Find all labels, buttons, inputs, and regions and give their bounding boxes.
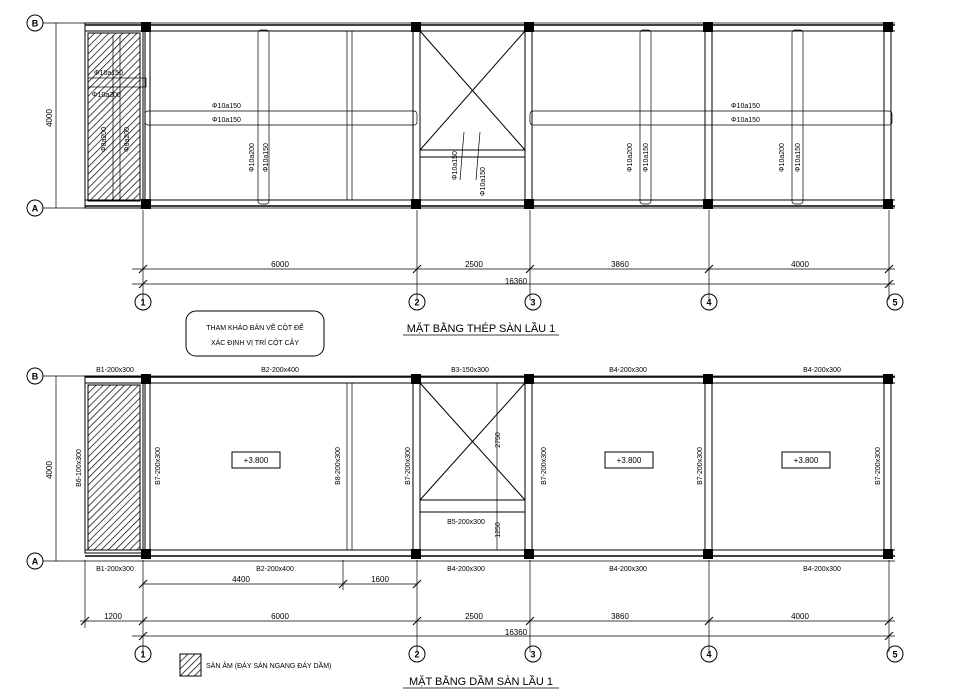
grid-bubble-A-top [27, 200, 43, 216]
grid-bubble-5 [887, 646, 903, 662]
svg-text:1: 1 [140, 297, 146, 308]
column [524, 374, 534, 384]
note-text: XÁC ĐỊNH VỊ TRÍ CỘT CÂY [210, 340, 300, 347]
grid-label: A [31, 203, 39, 214]
column [703, 549, 713, 559]
rebar-label: Φ10a200 [627, 143, 634, 172]
beam-label: B7-200x300 [875, 447, 882, 485]
level-marker [232, 452, 280, 468]
column [703, 374, 713, 384]
column [883, 22, 893, 32]
beam-label: B2-200x400 [261, 367, 299, 374]
dimension: 3860 [611, 260, 629, 269]
grid-bubble-3 [525, 646, 541, 662]
svg-text:+3.800: +3.800 [793, 456, 819, 465]
beam-label: B1-200x300 [96, 367, 134, 374]
rebar-label: Φ10a150 [480, 167, 487, 196]
column [141, 374, 151, 384]
column [411, 22, 421, 32]
rebar-label: Φ10a150 [795, 143, 802, 172]
svg-text:4: 4 [706, 297, 712, 308]
svg-text:5: 5 [892, 297, 898, 308]
dimension: 4400 [232, 575, 250, 584]
beam-label: B7-200x300 [541, 447, 548, 485]
dimension: 4000 [791, 612, 809, 621]
beam-label: B5-200x300 [447, 519, 485, 526]
plan-beam-layout [27, 367, 903, 688]
rebar-label: Φ10a150 [94, 70, 123, 77]
rebar-label: Φ10a150 [731, 103, 760, 110]
dimension: 2500 [465, 260, 483, 269]
dimension: 3860 [611, 612, 629, 621]
grid-bubble-3 [525, 294, 541, 310]
legend-swatch [180, 654, 201, 676]
column [883, 549, 893, 559]
rebar-label: Φ10a150 [643, 143, 650, 172]
grid-bubble-B-bottom [27, 368, 43, 384]
column [411, 549, 421, 559]
rebar-label: Φ8a200 [101, 126, 108, 152]
rebar-label: Φ10a150 [212, 117, 241, 124]
rebar-label: Φ10a200 [249, 143, 256, 172]
grid-bubble-A-bottom [27, 553, 43, 569]
beam-label: B4-200x300 [447, 566, 485, 573]
beam-label: B7-200x300 [697, 447, 704, 485]
column [524, 549, 534, 559]
plan-slab-rebar [27, 15, 903, 356]
svg-text:+3.800: +3.800 [243, 456, 269, 465]
rebar-label: Φ10a150 [263, 143, 270, 172]
dimension: 4000 [791, 260, 809, 269]
beam-label: B1-200x300 [96, 566, 134, 573]
rebar-label: Φ10a150 [731, 117, 760, 124]
beam-label: B8-200x300 [335, 447, 342, 485]
column [524, 199, 534, 209]
dimension: 6000 [271, 260, 289, 269]
dimension: 2750 [495, 432, 502, 448]
column [883, 374, 893, 384]
dimension: 6000 [271, 612, 289, 621]
beam-label: B4-200x300 [803, 367, 841, 374]
column [703, 22, 713, 32]
rebar-label: Φ10a150 [212, 103, 241, 110]
plan-title: MẶT BẰNG DẦM SÀN LẦU 1 [408, 676, 554, 688]
rebar-label: Φ10a200 [779, 143, 786, 172]
svg-text:2: 2 [414, 297, 420, 308]
svg-text:1: 1 [140, 649, 146, 660]
svg-text:3: 3 [530, 297, 536, 308]
rebar-label: Φ10a150 [452, 151, 459, 180]
dimension-total: 16360 [504, 628, 528, 637]
svg-text:2: 2 [414, 649, 420, 660]
level-marker [782, 452, 830, 468]
svg-text:A: A [31, 556, 39, 567]
rebar-label: Φ8a200 [124, 126, 131, 152]
grid-label: B [31, 18, 39, 29]
beam-label: B7-200x300 [405, 447, 412, 485]
beam-label: B2-200x400 [256, 566, 294, 573]
beam-label: B4-200x300 [803, 566, 841, 573]
column [141, 22, 151, 32]
dimension: 1250 [495, 522, 502, 538]
svg-text:5: 5 [892, 649, 898, 660]
svg-text:3: 3 [530, 649, 536, 660]
dimension: 1600 [371, 575, 389, 584]
column [703, 199, 713, 209]
grid-bubble-5 [887, 294, 903, 310]
svg-text:B: B [31, 371, 39, 382]
beam-label: B6-100x300 [76, 449, 83, 487]
level-marker [605, 452, 653, 468]
column [411, 199, 421, 209]
svg-text:4: 4 [706, 649, 712, 660]
column [141, 549, 151, 559]
column [524, 22, 534, 32]
dimension: 1200 [104, 612, 122, 621]
row-dimension: 4000 [45, 109, 54, 127]
plan-title: MẶT BẰNG THÉP SÀN LẦU 1 [406, 323, 556, 335]
note-text: THAM KHẢO BẢN VẼ CỘT ĐỂ [206, 325, 304, 332]
legend-text: SÀN ÂM (ĐÁY SÀN NGANG ĐÁY DẦM) [206, 663, 332, 670]
rebar-label: Φ10a200 [92, 92, 121, 99]
row-dimension: 4000 [45, 461, 54, 479]
grid-bubble-B-top [27, 15, 43, 31]
dimension-total: 16360 [504, 277, 528, 286]
hatched-slab [88, 385, 140, 550]
note-box [186, 311, 324, 356]
beam-label: B4-200x300 [609, 566, 647, 573]
svg-text:+3.800: +3.800 [616, 456, 642, 465]
column [883, 199, 893, 209]
column [411, 374, 421, 384]
beam-label: B7-200x300 [155, 447, 162, 485]
column [141, 199, 151, 209]
beam-label: B3-150x300 [451, 367, 489, 374]
hatched-slab [88, 33, 140, 201]
beam-label: B4-200x300 [609, 367, 647, 374]
dimension: 2500 [465, 612, 483, 621]
